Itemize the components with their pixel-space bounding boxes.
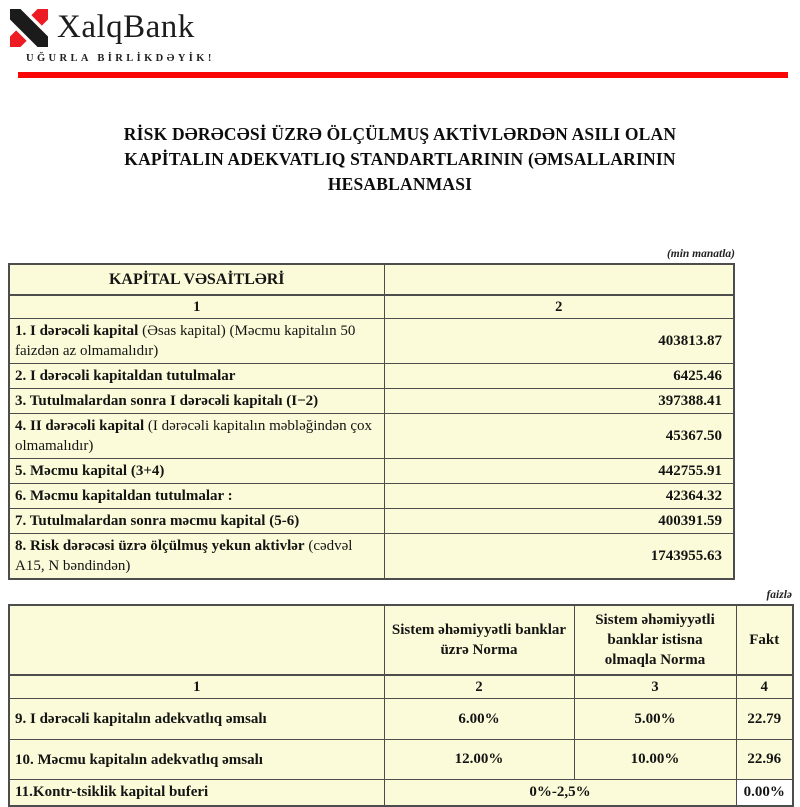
brand-wordmark: XalqBank: [57, 9, 195, 45]
col-index: 4: [736, 675, 793, 699]
row-label-rest: (Əsas kapital) (Məcmu kapitalın 50 faizdən az olmamalıdır): [15, 323, 356, 359]
row-norma-istisna: 5.00%: [574, 699, 736, 740]
brand-tagline: UĞURLA BİRLİKDƏYİK!: [26, 53, 215, 64]
row-norma-sistem: 12.00%: [384, 740, 574, 780]
col-index: 3: [574, 675, 736, 699]
row-label-bold: 7. Tutulmalardan sonra məcmu kapital (5-6): [15, 513, 300, 529]
col-index: 1: [9, 675, 384, 699]
row-label: [9, 534, 384, 580]
row-label-rest: (cədvəl A15, N bəndindən): [15, 538, 353, 574]
table-row: [9, 534, 734, 580]
header-norma-istisna: Sistem əhəmiyyətli banklar istisna olmaqla Norma: [574, 605, 736, 675]
row-label: 9. I dərəcəli kapitalın adekvatlıq əmsalı: [9, 699, 384, 740]
row-label: [9, 459, 384, 484]
col-index: 2: [384, 295, 734, 319]
page-title-line: KAPİTALIN ADEKVATLIQ STANDARTLARININ (ƏMSALLARININ: [124, 149, 676, 169]
header-empty-cell: [9, 605, 384, 675]
table-row: [9, 509, 734, 534]
row-buffer-range: 0%-2,5%: [384, 780, 736, 806]
row-label-bold: 6. Məcmu kapitaldan tutulmalar :: [15, 488, 233, 504]
row-fakt: 22.96: [736, 740, 793, 780]
row-value: 442755.91: [384, 459, 734, 484]
site-header: [0, 0, 800, 78]
table-row: [9, 389, 734, 414]
row-fakt: 22.79: [736, 699, 793, 740]
row-label-bold: 8. Risk dərəcəsi üzrə ölçülmuş yekun aktivlər: [15, 538, 305, 554]
table-row: [9, 414, 734, 459]
row-label: [9, 389, 384, 414]
row-value: 1743955.63: [384, 534, 734, 580]
capital-funds-table: [8, 263, 735, 580]
page-title-line: HESABLANMASI: [327, 174, 473, 194]
row-label: [9, 319, 384, 364]
xalqbank-x-logo-icon: [10, 9, 48, 47]
row-label: [9, 509, 384, 534]
column-index-row: [9, 675, 793, 699]
row-label-rest: (I dərəcəli kapitalın məbləğindən çox olmamalıdır): [15, 418, 372, 454]
adequacy-ratios-table: [8, 604, 794, 807]
unit-note-faizle: faizlə: [766, 589, 792, 601]
page-title: [35, 122, 765, 197]
row-value: 42364.32: [384, 484, 734, 509]
table-row: [9, 699, 793, 740]
capital-table-empty-header-cell: [384, 264, 734, 295]
table-row: [9, 364, 734, 389]
table-header-row: [9, 605, 793, 675]
row-norma-sistem: 6.00%: [384, 699, 574, 740]
table-row: [9, 319, 734, 364]
col-index: 2: [384, 675, 574, 699]
row-label: 11.Kontr-tsiklik kapital buferi: [9, 780, 384, 806]
row-label: [9, 484, 384, 509]
table-header-row: [9, 264, 734, 295]
brand-logo: [10, 9, 800, 47]
unit-note-min-manatla: (min manatla): [666, 248, 735, 260]
header-norma-sistem: Sistem əhəmiyyətli banklar üzrə Norma: [384, 605, 574, 675]
row-value: 45367.50: [384, 414, 734, 459]
header-fakt: Fakt: [736, 605, 793, 675]
table-row: [9, 740, 793, 780]
row-label: 10. Məcmu kapitalın adekvatlıq əmsalı: [9, 740, 384, 780]
row-norma-istisna: 10.00%: [574, 740, 736, 780]
row-label-bold: 5. Məcmu kapital (3+4): [15, 463, 165, 479]
page-title-line: RİSK DƏRƏCƏSİ ÜZRƏ ÖLÇÜLMUŞ AKTİVLƏRDƏN ASILI OLAN: [123, 124, 677, 144]
table-row: [9, 484, 734, 509]
row-value: 397388.41: [384, 389, 734, 414]
col-index: 1: [9, 295, 384, 319]
brand-red-rule: [18, 72, 788, 78]
row-label: [9, 414, 384, 459]
capital-table-title-cell: KAPİTAL VƏSAİTLƏRİ: [9, 264, 384, 295]
row-value: 400391.59: [384, 509, 734, 534]
table-row-buffer: [9, 780, 793, 806]
table-row: [9, 459, 734, 484]
row-label-bold: 4. II dərəcəli kapital: [15, 418, 145, 434]
row-fakt-highlighted: 0.00%: [736, 780, 793, 806]
row-label: [9, 364, 384, 389]
row-value: 403813.87: [384, 319, 734, 364]
row-value: 6425.46: [384, 364, 734, 389]
column-index-row: [9, 295, 734, 319]
row-label-bold: 3. Tutulmalardan sonra I dərəcəli kapitalı (I−2): [15, 393, 319, 409]
row-label-bold: 1. I dərəcəli kapital: [15, 323, 139, 339]
row-label-bold: 2. I dərəcəli kapitaldan tutulmalar: [15, 368, 236, 384]
